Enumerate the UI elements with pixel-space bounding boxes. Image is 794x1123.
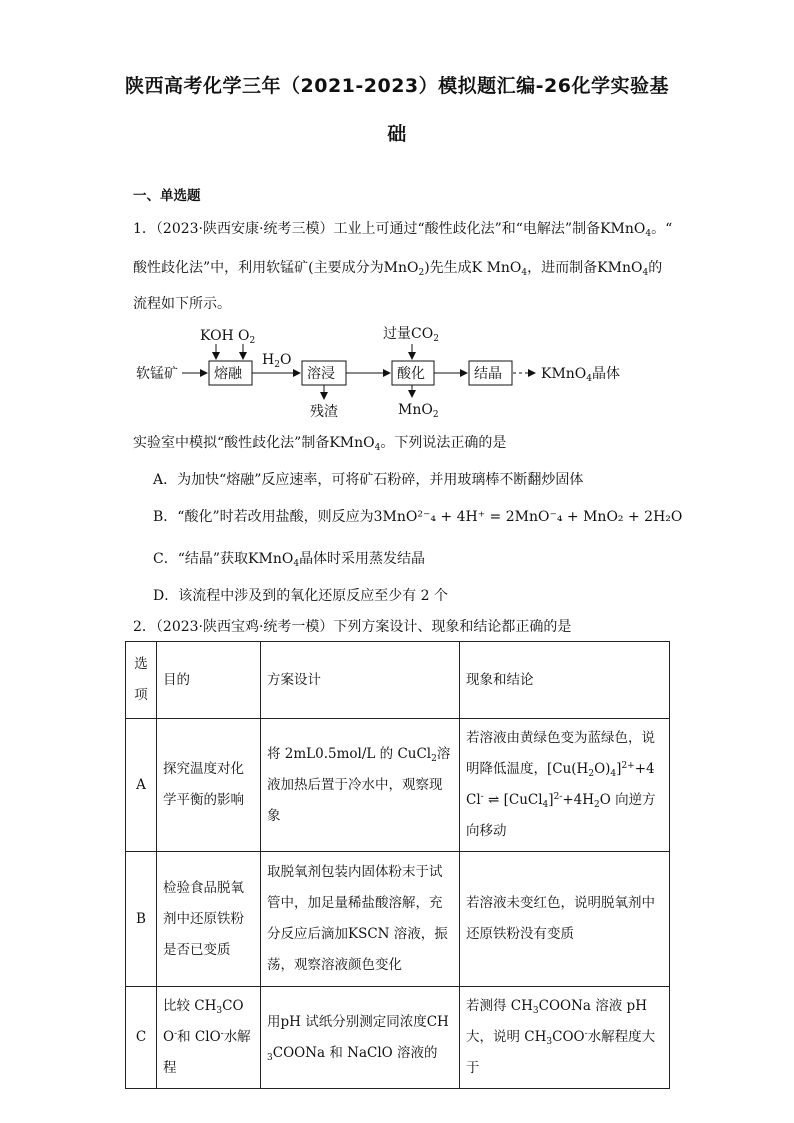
flow-box-melt-label: 熔融 [214, 366, 242, 382]
row-key: A [126, 719, 157, 852]
row-key: B [126, 852, 157, 987]
flow-mno2-label: MnO$_2$ [398, 402, 439, 420]
flow-box-crystallize-label: 结晶 [474, 366, 502, 382]
header-result: 现象和结论 [460, 642, 670, 719]
q1-option-d: D．该流程中涉及到的氧化还原反应至少有 2 个 [153, 588, 449, 604]
flow-residue-label: 残渣 [310, 404, 338, 420]
q1-line3: 流程如下所示。 [133, 296, 231, 312]
row-design: 将 2mL0.5mol/L 的 CuCl$_2$溶液加热后置于冷水中，观察现象 [261, 719, 460, 852]
header-option: 选项 [126, 642, 157, 719]
process-flow-diagram [130, 320, 650, 425]
section-heading: 一、单选题 [133, 188, 201, 204]
row-purpose: 探究温度对化学平衡的影响 [157, 719, 261, 852]
q1-option-a: A．为加快“熔融”反应速率，可将矿石粉碎，并用玻璃棒不断翻炒固体 [153, 472, 584, 488]
q2-stem: 2．（2023·陕西宝鸡·统考一模）下列方案设计、现象和结论都正确的是 [133, 619, 572, 635]
row-result: 若溶液由黄绿色变为蓝绿色，说明降低温度，$[Cu(H_2O)_4]^{2+}+4Cl^-$ ⇌ $[CuCl_4]^{2-}+4H_2O$ 向逆方向移动 [460, 719, 670, 852]
row-design: 用pH 试纸分别测定同浓度$CH_3COONa$ 和 NaClO 溶液的 [261, 987, 460, 1089]
table-row [126, 987, 670, 1089]
q1-option-c: C．“结晶”获取KMnO$_4$晶体时采用蒸发结晶 [153, 551, 426, 569]
row-purpose: 检验食品脱氧剂中还原铁粉是否已变质 [157, 852, 261, 987]
flow-start-label: 软锰矿 [136, 366, 178, 382]
q1-ask: 实验室中模拟“酸性歧化法”制备KMnO$_4$。下列说法正确的是 [133, 435, 507, 453]
header-purpose: 目的 [157, 642, 261, 719]
flow-h2o-label: $H_2O$ [262, 352, 292, 370]
flow-product-label: KMnO$_4$晶体 [541, 366, 621, 384]
q1-line2: 酸性歧化法”中，利用软锰矿(主要成分为MnO$_2$)先生成K MnO$_4$，进而制备KMnO$_4$的 [133, 260, 663, 278]
row-result: 若测得 $CH_3COONa$ 溶液 pH 大，说明 $CH_3COO^-$水解程度大于 [460, 987, 670, 1089]
q1-line1: 1．（2023·陕西安康·统考三模）工业上可通过“酸性歧化法”和“电解法”制备KMnO$_4$。“ [133, 221, 673, 239]
table-header-row [126, 642, 670, 719]
flow-o2-label: $O_2$ [238, 328, 256, 346]
flow-co2-label: 过量$CO_2$ [383, 326, 439, 344]
page-title: 陕西高考化学三年（2021-2023）模拟题汇编-26化学实验基 础 [125, 75, 669, 145]
table-row [126, 852, 670, 987]
row-purpose: 比较 $CH_3COO^-$和 ClO-水解程 [157, 987, 261, 1089]
q1-option-b: B．“酸化”时若改用盐酸，则反应为3MnO²⁻₄ + 4H⁺ = 2MnO⁻₄ + MnO₂ + 2H₂O [153, 509, 683, 525]
options-table [125, 641, 670, 1089]
header-design: 方案设计 [261, 642, 460, 719]
row-result: 若溶液未变红色，说明脱氧剂中还原铁粉没有变质 [460, 852, 670, 987]
row-design: 取脱氧剂包装内固体粉末于试管中，加足量稀盐酸溶解，充分反应后滴加KSCN 溶液，振荡，观察溶液颜色变化 [261, 852, 460, 987]
flow-box-leach-label: 溶浸 [307, 366, 335, 382]
flow-koh-label: KOH [200, 328, 234, 344]
table-row [126, 719, 670, 852]
row-key: C [126, 987, 157, 1089]
flow-box-acidify-label: 酸化 [397, 366, 425, 382]
